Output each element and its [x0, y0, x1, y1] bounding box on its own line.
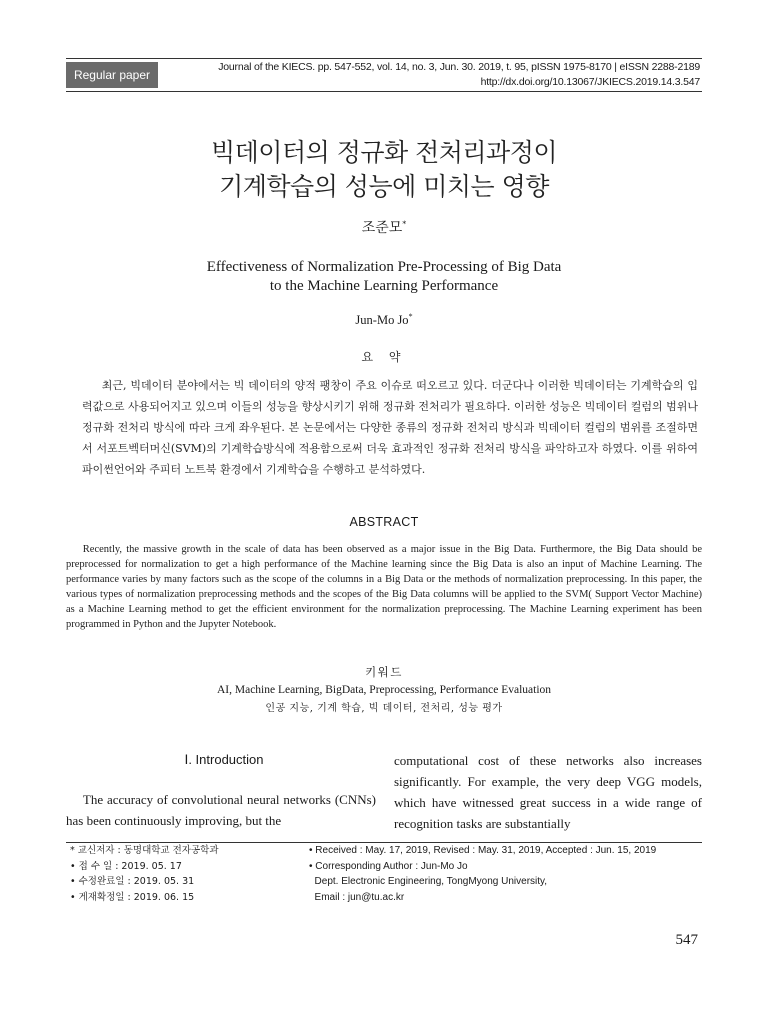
- keywords-english: AI, Machine Learning, BigData, Preprocessing, Performance Evaluation: [216, 684, 552, 696]
- page-number: 547: [675, 932, 698, 948]
- korean-abstract-heading: 요 약: [361, 350, 407, 364]
- footnotes-korean: [70, 843, 219, 905]
- footnote-email[interactable]: Email : jun@tu.ac.kr: [309, 891, 405, 903]
- author-mark-en: *: [408, 312, 413, 321]
- english-author: Jun-Mo Jo*: [355, 312, 413, 328]
- footnote-item: • Corresponding Author : Jun-Mo Jo: [309, 860, 468, 872]
- keywords-korean: 인공 지능, 기계 학습, 빅 데이터, 전처리, 성능 평가: [265, 703, 503, 714]
- english-title-line1: Effectiveness of Normalization Pre-Processing of Big Data: [206, 259, 562, 275]
- abstract-heading: ABSTRACT: [349, 515, 419, 529]
- section-heading-introduction: Ⅰ. Introduction: [184, 752, 264, 767]
- korean-title-line1: 빅데이터의 정규화 전처리과정이: [211, 138, 557, 167]
- keywords-heading: 키워드: [365, 665, 403, 679]
- paper-type-badge: Regular paper: [66, 62, 158, 88]
- korean-author: 조준모*: [361, 219, 407, 236]
- english-title-line2: to the Machine Learning Performance: [269, 278, 499, 294]
- footnote-item: • 수정완료일 : 2019. 05. 31: [70, 876, 195, 887]
- footnote-item: • 게재확정일 : 2019. 06. 15: [70, 891, 195, 903]
- abstract-text: Recently, the massive growth in the scale of data has been observed as a major issue in the Big Data. Furthermore, the Big Data should be preprocessed for normalization to get a high performance of the Machine learning since the Big Data is also an input of Machine Learning. The performance varies by many factors such as the scope of the columns in a Big Data or the methods of normalization preprocessing. In this paper, the various types of normalization preprocessing methods and the scopes of the Big Data columns will be applied to the SVM( Support Vector Machine) as a Machine Learning method to get the efficient environment for the normalization preprocessing. The Machine Learning experiment has been programmed in Python and the Jupyter Notebook.: [66, 544, 702, 630]
- english-title: [0, 258, 768, 296]
- body-column-right: computational cost of these networks also increases significantly. For example, the very deep VGG models, which have witnessed great success in a wide range of recognition tasks are substantially: [394, 753, 702, 831]
- korean-title: [0, 136, 768, 204]
- author-mark: *: [402, 219, 407, 229]
- korean-title-line2: 기계학습의 성능에 미치는 영향: [219, 172, 549, 201]
- footnote-item: • 접 수 일 : 2019. 05. 17: [70, 860, 182, 872]
- footnote-item: Dept. Electronic Engineering, TongMyong University,: [309, 876, 548, 887]
- body-column-left: The accuracy of convolutional neural networks (CNNs) has been continuously improving, but the: [66, 792, 376, 828]
- footnote-item: * 교신저자 : 동명대학교 전자공학과: [70, 845, 219, 856]
- korean-abstract-text: 최근, 빅데이터 분야에서는 빅 데이터의 양적 팽창이 주요 이슈로 떠오르고 있다. 더군다나 이러한 빅데이터는 기계학습의 입력값으로 사용되어지고 있으며 이들의 성능을 향상시키기 위해 정규화 전처리가 필요하다. 이러한 성능은 빅데이터 컬럼의 범위나 정규화 전처리 방식에 따라 크게 좌우된다. 본 논문에서는 다양한 종류의 정규화 전처리 방식과 빅데이터 컬럼의 범위를 조절하면서 서포트벡터머신(SVM)의 기계학습방식에 적용함으로써 더욱 효과적인 정규화 전처리 방식을 파악하고자 하였다. 이를 위하여 파이썬언어와 주피터 노트북 환경에서 기계학습을 수행하고 분석하였다.: [82, 379, 698, 476]
- footnote-item: • Received : May. 17, 2019, Revised : May. 31, 2019, Accepted : Jun. 15, 2019: [309, 845, 657, 856]
- doi-link[interactable]: http://dx.doi.org/10.13067/JKIECS.2019.14.3.547: [480, 76, 700, 88]
- footnotes-english: [309, 843, 656, 905]
- journal-citation: Journal of the KIECS. pp. 547-552, vol. 14, no. 3, Jun. 30. 2019, t. 95, pISSN 1975-8170 | eISSN 2288-2189: [218, 61, 700, 73]
